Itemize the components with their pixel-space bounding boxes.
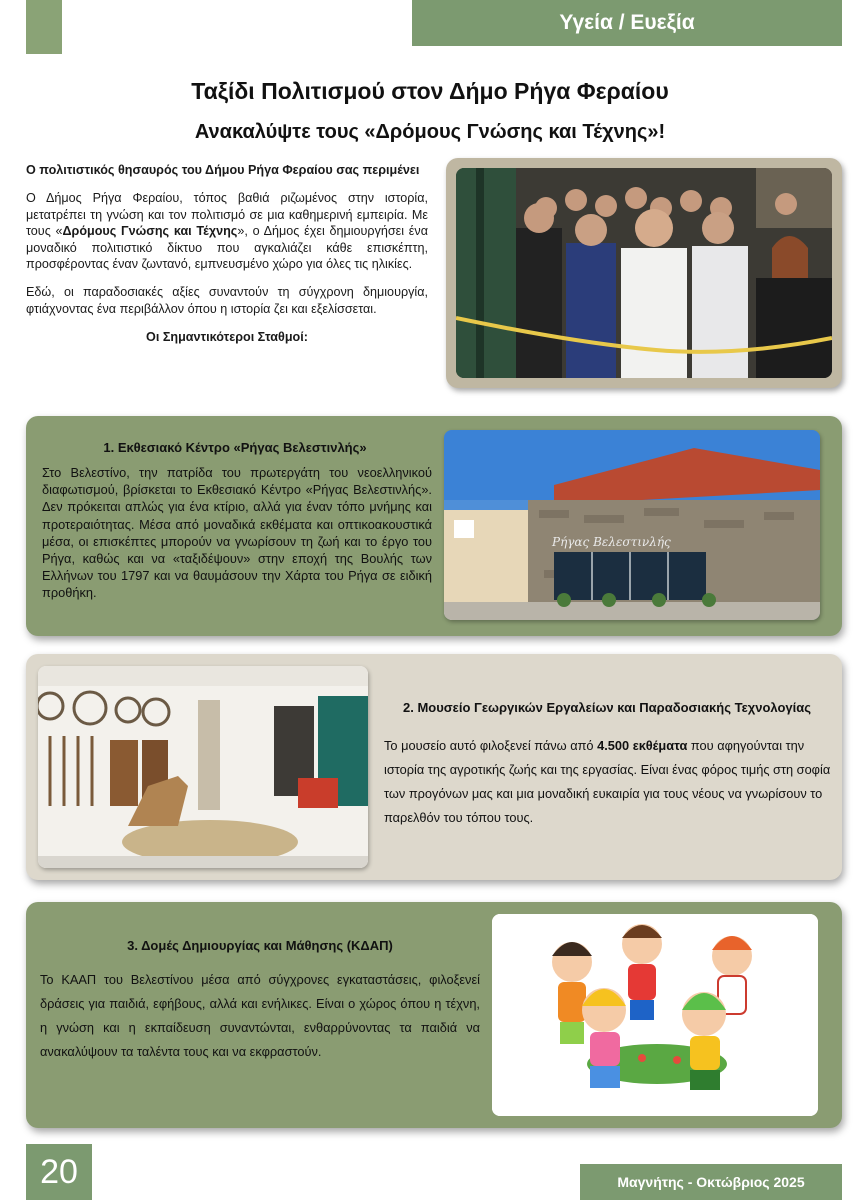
ribbon-cutting-image xyxy=(456,168,832,378)
station-3-card xyxy=(26,902,842,1128)
intro-highlight: Δρόμους Γνώσης και Τέχνης xyxy=(62,224,238,239)
stone-building-image xyxy=(444,430,820,620)
issue-label: Μαγνήτης - Οκτώβριος 2025 xyxy=(580,1164,842,1200)
corner-decoration xyxy=(26,0,62,54)
station-2-highlight: 4.500 εκθέματα xyxy=(597,738,688,753)
museum-interior-image xyxy=(38,666,368,868)
station-2-text: Το μουσείο αυτό φιλοξενεί πάνω από 4.500 εκθέματα που αφηγούνται την ιστορία της αγροτικής ζωής και της εργασίας. Είναι ένας φόρος τιμής στη σοφία των προγόνων μας και μια μοναδική ευκαιρία για τους νέους να γνωρίσουν το παρελθόν του τόπου τους. xyxy=(384,738,831,825)
intro-paragraph-2: Εδώ, οι παραδοσιακές αξίες συναντούν τη σύγχρονη δημιουργία, φτιάχνοντας ένα περιβάλλον όπου η ιστορία ζει και εξελίσσεται. xyxy=(26,285,428,316)
intro-text xyxy=(26,162,428,358)
stations-heading: Οι Σημαντικότεροι Σταθμοί: xyxy=(146,330,308,345)
station-1-title: 1. Εκθεσιακό Κέντρο «Ρήγας Βελεστινλής» xyxy=(103,440,367,455)
station-2-title: 2. Μουσείο Γεωργικών Εργαλείων και Παραδοσιακής Τεχνολογίας xyxy=(402,700,811,715)
article-subtitle: Ανακαλύψτε τους «Δρόμους Γνώσης και Τέχνης»! xyxy=(194,121,666,143)
building-sign: Ρήγας Βελεστινλής xyxy=(552,535,671,549)
station-2-card xyxy=(26,654,842,880)
station-3-text: Το ΚΑΑΠ του Βελεστίνου μέσα από σύγχρονες εγκαταστάσεις, φιλοξενεί δράσεις για παιδιά, εφήβους, αλλά και ενήλικες. Είναι ο χώρος όπου η τέχνη, η γνώση και η εκπαίδευση συναντώνται, ενθαρρύνοντας τα παιδιά να ανακαλύψουν τα ταλέντα τους και να εκφραστούν. xyxy=(40,972,480,1059)
children-playing-image xyxy=(492,914,818,1116)
intro-paragraph-1: Ο Δήμος Ρήγα Φεραίου, τόπος βαθιά ριζωμένος στην ιστορία, μετατρέπει τη γνώση και τον πολιτισμό σε μια καθημερινή εμπειρία. Με τους «Δρόμους Γνώσης και Τέχνης», ο Δήμος έχει δημιουργήσει ένα μοναδικό πολιτιστικό δίκτυο που αγκαλιάζει κάθε επισκέπτη, προσφέροντας έναν ζωντανό, εμπνευσμένο χώρο για όλες τις ηλικίες. xyxy=(26,191,428,272)
station-1-text: Στο Βελεστίνο, την πατρίδα του πρωτεργάτη του νεοελληνικού διαφωτισμού, βρίσκεται το Εκθεσιακό Κέντρο «Ρήγας Βελεστινλής». Δεν πρόκειται απλώς για ένα κτίριο, αλλά για έναν τόπο μνήμης και προτεραιότητας. Μέσα από μοναδικά εκθέματα και οπτικοακουστικά μέσα, οι επισκέπτες μπορούν να γνωρίσουν τη ζωή και το έργο του Ρήγα, καθώς και να «ταξιδέψουν» στην εποχή της Βουλής των Ελλήνων του 1797 και να θαυμάσουν την Χάρτα του Ρήγα σε ειδική προθήκη. xyxy=(42,465,432,601)
children-illustration xyxy=(492,914,818,1116)
station-1-card xyxy=(26,416,842,636)
article-title: Ταξίδι Πολιτισμού στον Δήμο Ρήγα Φεραίου xyxy=(191,78,669,104)
exhibition-center-photo xyxy=(444,430,820,620)
photo-frame xyxy=(446,158,842,388)
agricultural-museum-photo xyxy=(38,666,368,868)
intro-lead: Ο πολιτιστικός θησαυρός του Δήμου Ρήγα Φεραίου σας περιμένει xyxy=(26,163,420,177)
page-number: 20 xyxy=(26,1144,92,1200)
station-3-title: 3. Δομές Δημιουργίας και Μάθησης (ΚΔΑΠ) xyxy=(127,938,393,953)
section-label: Υγεία / Ευεξία xyxy=(412,0,842,46)
ribbon-cutting-photo xyxy=(456,168,832,378)
